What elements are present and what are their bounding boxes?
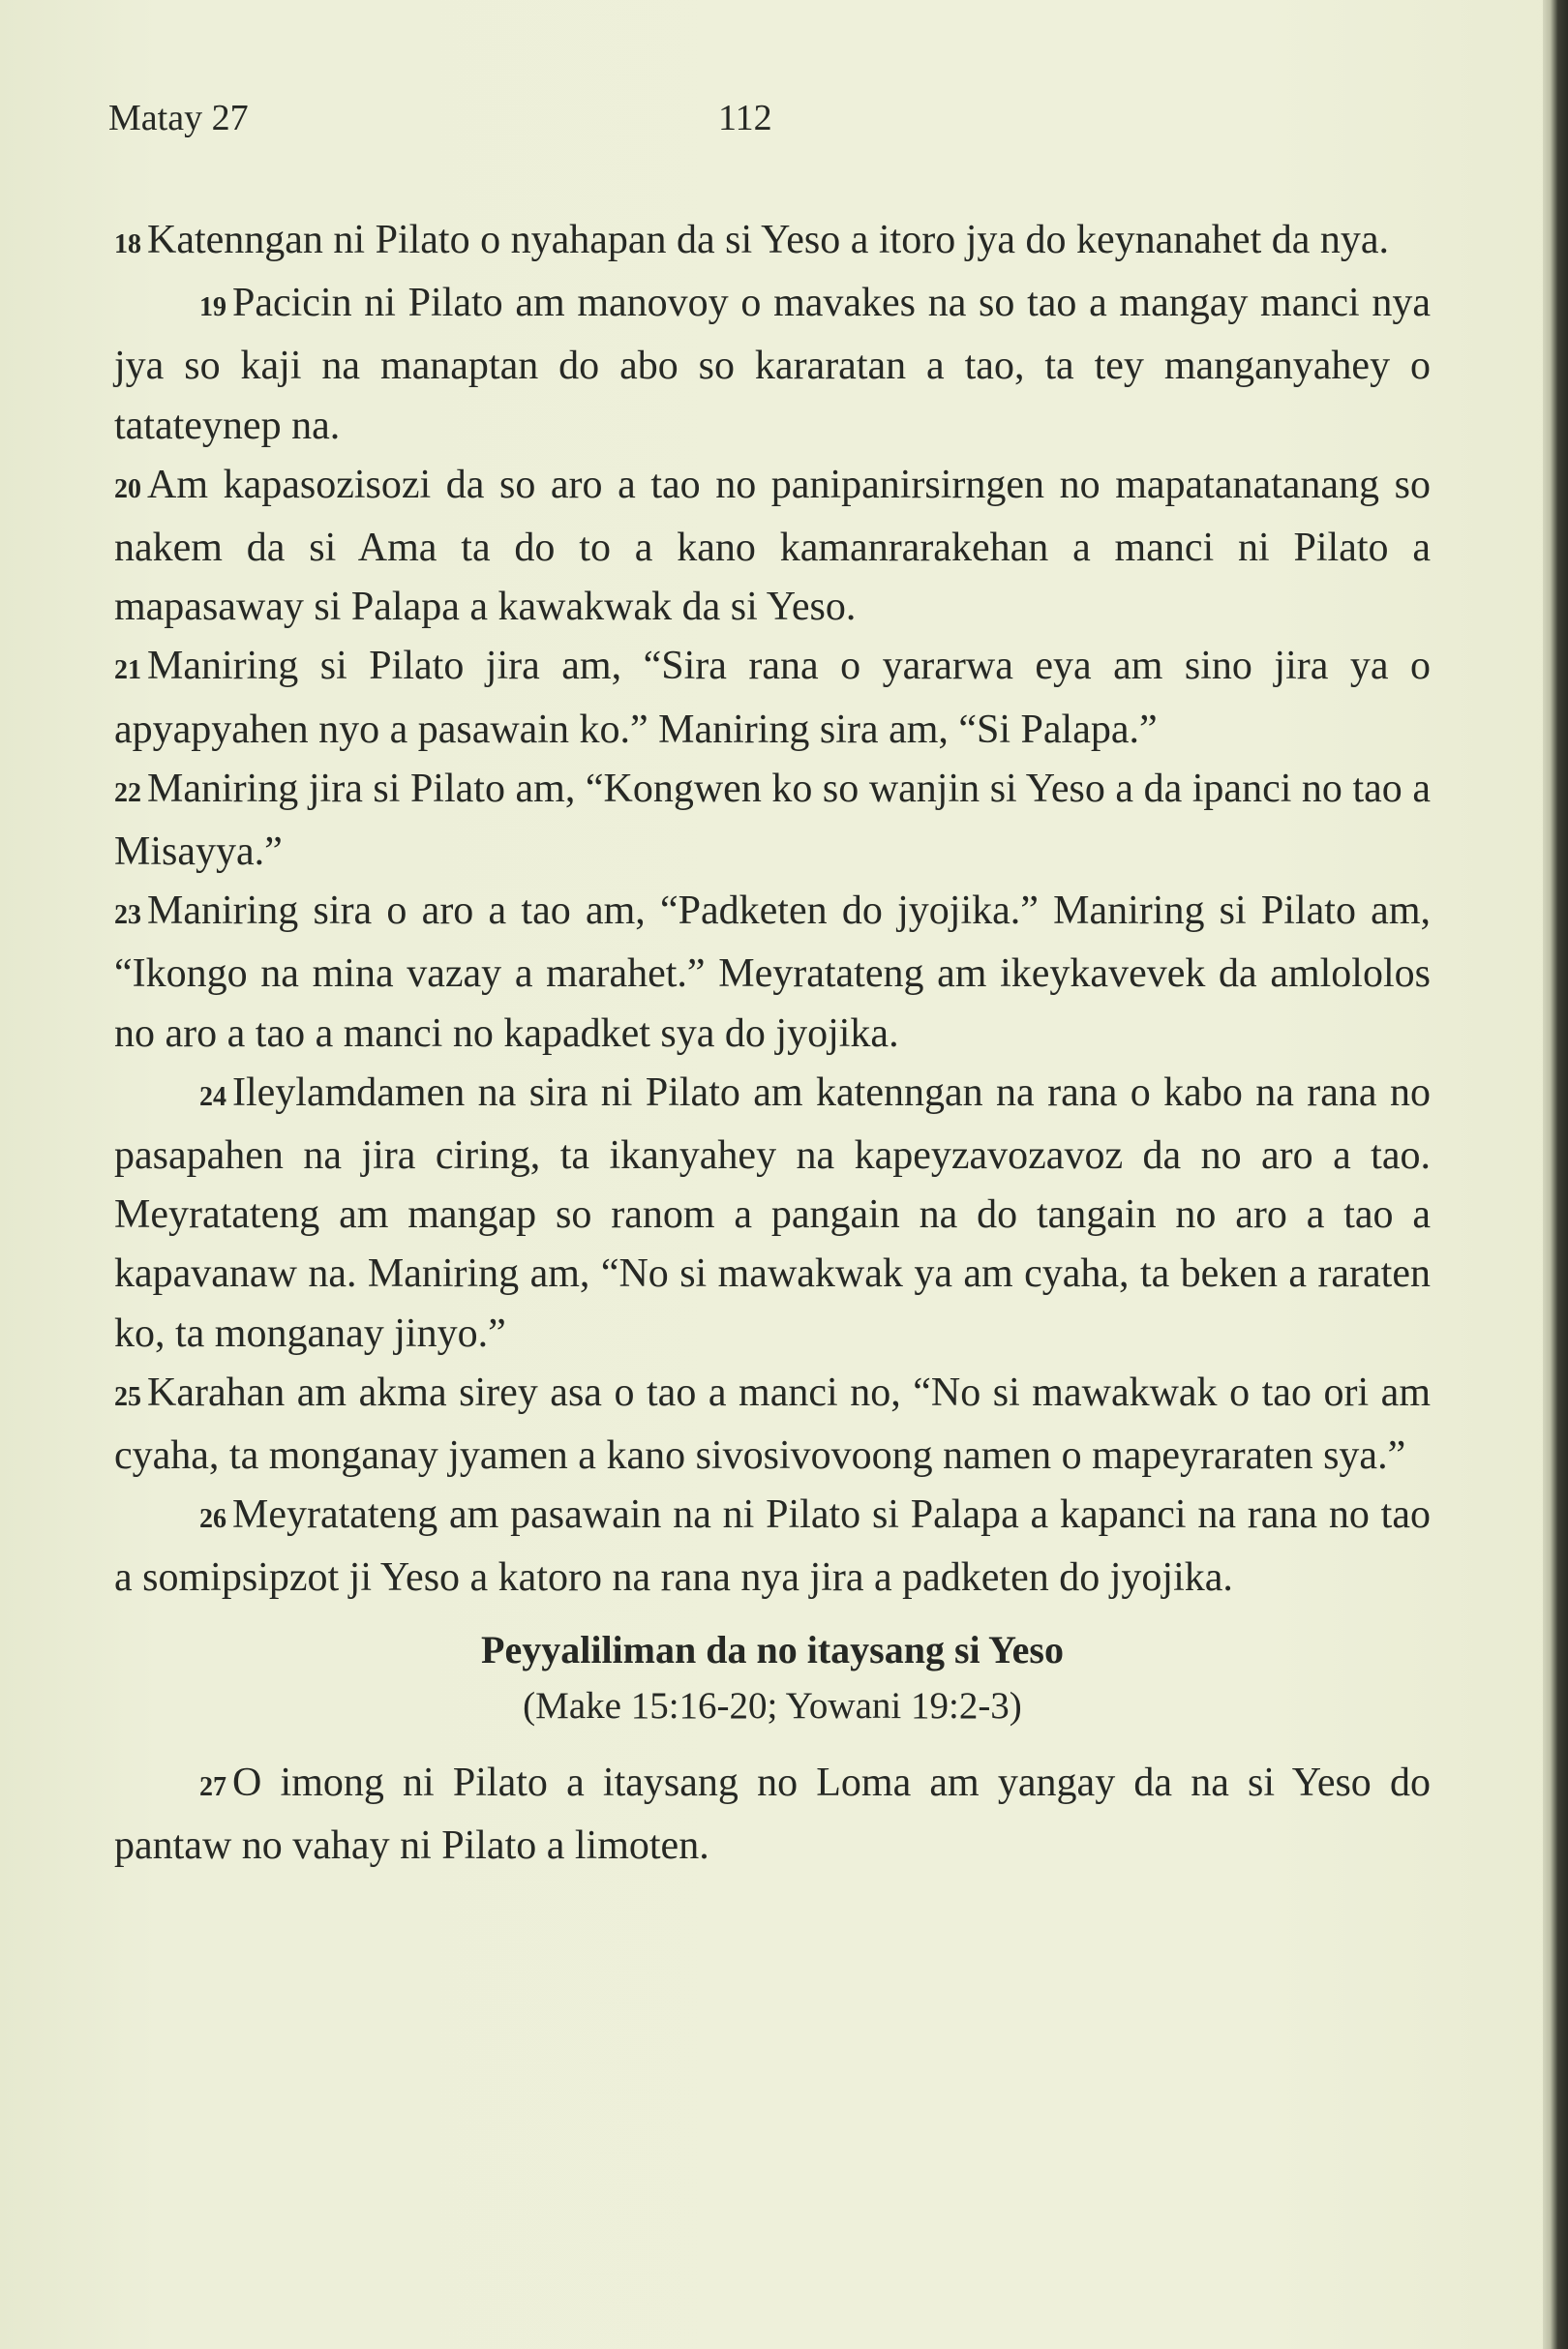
verse-number: 23 xyxy=(114,900,141,931)
verse-19 xyxy=(114,274,1431,456)
verse-number: 26 xyxy=(199,1504,226,1535)
running-head: Matay 27 xyxy=(108,98,249,138)
verse-number: 22 xyxy=(114,777,141,808)
verse-text: Katenngan ni Pilato o nyahapan da si Yeso a itoro jya do keynanahet da nya. xyxy=(147,218,1390,262)
book-spine-shadow xyxy=(1543,0,1568,2349)
verse-number: 24 xyxy=(199,1081,226,1112)
scripture-text xyxy=(114,211,1431,1876)
verse-text: Maniring si Pilato jira am, “Sira rana o yararwa eya am sino jira ya o apyapyahen nyo a pasawain ko.” Maniring sira am, “Si Palapa.” xyxy=(114,644,1431,752)
verse-26 xyxy=(114,1486,1431,1608)
verse-number: 19 xyxy=(199,292,226,323)
verse-text: Am kapasozisozi da so aro a tao no panipanirsirngen no mapatanatanang so nakem da si Ama ta do to a kano kamanrarakehan a manci ni Pilato a mapasaway si Palapa a kawakwak da si Yeso. xyxy=(114,462,1431,630)
verse-text: Ileylamdamen na sira ni Pilato am katenngan na rana o kabo na rana no pasapahen na jira ciring, ta ikanyahey na kapeyzavozavoz da no aro a tao. Meyratateng am mangap so ranom a pangain na do tangain no aro a tao a kapavanaw na. Maniring am, “No si mawakwak ya am cyaha, ta beken a raraten ko, ta monganay jinyo.” xyxy=(114,1069,1431,1356)
verse-21 xyxy=(114,637,1431,759)
verse-number: 18 xyxy=(114,229,141,259)
verse-number: 25 xyxy=(114,1381,141,1412)
verse-text: Karahan am akma sirey asa o tao a manci no, “No si mawakwak o tao ori am cyaha, ta monganay jyamen a kano sivosivovoong namen o mapeyraraten sya.” xyxy=(114,1370,1431,1479)
verse-25 xyxy=(114,1364,1431,1486)
section-heading xyxy=(114,1620,1431,1732)
page-number: 112 xyxy=(718,98,772,138)
verse-number: 20 xyxy=(114,473,141,504)
verse-text: O imong ni Pilato a itaysang no Loma am yangay da na si Yeso do pantaw no vahay ni Pilato a limoten. xyxy=(114,1760,1431,1868)
verse-22 xyxy=(114,760,1431,882)
verse-27 xyxy=(114,1754,1431,1876)
verse-text: Meyratateng am pasawain na ni Pilato si Palapa a kapanci na rana no tao a somipsipzot ji Yeso a katoro na rana nya jira a padketen do jyojika. xyxy=(114,1492,1431,1601)
verse-23 xyxy=(114,882,1431,1064)
verse-text: Pacicin ni Pilato am manovoy o mavakes na so tao a mangay manci nya jya so kaji na manaptan do abo so kararatan a tao, ta tey manganyahey o tatateynep na. xyxy=(114,281,1431,448)
verse-text: Maniring jira si Pilato am, “Kongwen ko so wanjin si Yeso a da ipanci no tao a Misayya.” xyxy=(114,766,1431,875)
section-title: Peyyaliliman da no itaysang si Yeso xyxy=(481,1627,1064,1671)
verses-before xyxy=(114,211,1431,1609)
verse-text: Maniring sira o aro a tao am, “Padketen do jyojika.” Maniring si Pilato am, “Ikongo na mina vazay a marahet.” Meyratateng am ikeykavevek da amlololos no aro a tao a manci no kapadket sya do jyojika. xyxy=(114,888,1431,1056)
verse-24 xyxy=(114,1064,1431,1364)
verses-after xyxy=(114,1754,1431,1876)
verse-number: 21 xyxy=(114,655,141,686)
page-header xyxy=(108,97,1425,155)
section-reference: (Make 15:16-20; Yowani 19:2-3) xyxy=(523,1684,1022,1727)
verse-number: 27 xyxy=(199,1771,226,1802)
verse-20 xyxy=(114,456,1431,638)
verse-18 xyxy=(114,211,1431,274)
